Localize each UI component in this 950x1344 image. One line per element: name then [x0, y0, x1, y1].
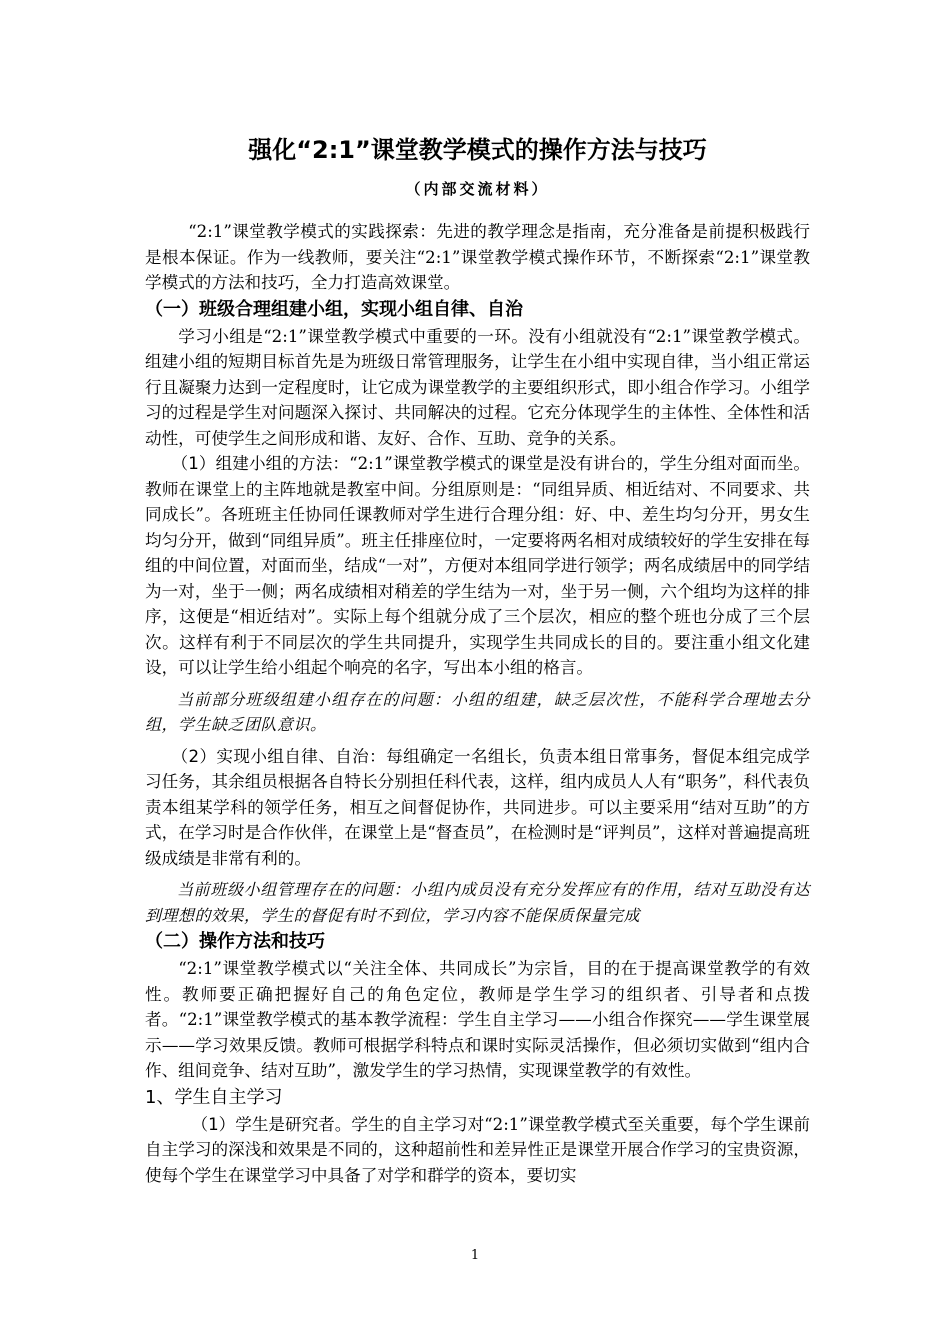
document-subtitle: （内部交流材料） [405, 180, 550, 198]
intro-paragraph: “2:1”课堂教学模式的实践探索：先进的教学理念是指南，充分准备是前提积极践行是根本保证。作为一线教师，要关注“2:1”课堂教学模式操作环节，不断探索“2:1”课堂教学模式的方法和技巧，全力打造高效课堂。 [145, 222, 810, 292]
subsection-1-item-1 [145, 1112, 810, 1189]
section-1-item-1 [145, 451, 810, 681]
item-2-text: 每组确定一名组长，负责本组日常事务，督促本组完成学习任务，其余组员根据各自特长分别担任科代表，这样，组内成员人人有“职务”，科代表负责本组某学科的领学任务，相互之间督促协作，共同进步。可以主要采用“结对互助”的方式，在学习时是合作伙伴，在课堂上是“督查员”，在检测时是“评判员”，这样对普遍提高班级成绩是非常有利的。 [145, 746, 810, 868]
sub-item-text: 学生的自主学习对“2:1”课堂教学模式至关重要，每个学生课前自主学习的深浅和效果是不同的，这种超前性和差异性正是课堂开展合作学习的宝贵资源，使每个学生在课堂学习中具备了对学和群学的资本，要切实 [145, 1114, 810, 1185]
sub-item-lead: （1）学生是研究者。 [191, 1114, 352, 1134]
item-1-lead: （1）组建小组的方法： [171, 454, 350, 473]
item-2-lead: （2）实现小组自律、自治： [171, 746, 387, 766]
item-1-text: “2:1”课堂教学模式的课堂是没有讲台的，学生分组对面而坐。教师在课堂上的主阵地就是教室中间。分组原则是：“同组异质、相近结对、不同要求、共同成长”。各班班主任协同任课教师对学生进行合理分组：好、中、差生均匀分开，男女生均匀分开，做到“同组异质”。班主任排座位时，一定要将两名相对成绩较好的学生安排在每组的中间位置，对面而坐，结成“一对”，方便对本组同学进行领学；两名成绩居中的同学结为一对，坐于一侧；两名成绩相对稍差的学生结为一对，坐于另一侧，六个组均为这样的排序，这便是“相近结对”。实际上每个组就分成了三个层次，相应的整个班也分成了三个层次。这样有利于不同层次的学生共同提升，实现学生共同成长的目的。要注重小组文化建设，可以让学生给小组起个响亮的名字，写出本小组的格言。 [145, 454, 810, 677]
section-1-paragraph: 学习小组是“2:1”课堂教学模式中重要的一环。没有小组就没有“2:1”课堂教学模式。组建小组的短期目标首先是为班级日常管理服务，让学生在小组中实现自律，当小组正常运行且凝聚力达到一定程度时，让它成为课堂教学的主要组织形式，即小组合作学习。小组学习的过程是学生对问题深入探讨、共同解决的过程。它充分体现学生的主体性、全体性和活动性，可使学生之间形成和谐、友好、合作、互助、竞争的关系。 [145, 326, 810, 448]
subsection-1-heading: 1、学生自主学习 [145, 1086, 283, 1108]
section-2-heading: （二）操作方法和技巧 [145, 931, 325, 952]
document-body [145, 128, 810, 1188]
document-title: 强化“2:1”课堂教学模式的操作方法与技巧 [248, 136, 707, 164]
section-1-heading: （一）班级合理组建小组，实现小组自律、自治 [145, 298, 523, 320]
section-1-note-2: 当前班级小组管理存在的问题：小组内成员没有充分发挥应有的作用，结对互助没有达到理想的效果，学生的督促有时不到位，学习内容不能保质保量完成 [145, 880, 810, 925]
page-number: 1 [470, 1248, 480, 1263]
section-1-note-1: 当前部分班级组建小组存在的问题：小组的组建，缺乏层次性，不能科学合理地去分组，学生缺乏团队意识。 [145, 689, 810, 734]
section-2-paragraph: “2:1”课堂教学模式以“关注全体、共同成长”为宗旨，目的在于提高课堂教学的有效性。教师要正确把握好自己的角色定位，教师是学生学习的组织者、引导者和点拨者。“2:1”课堂教学模式的基本教学流程：学生自主学习——小组合作探究——学生课堂展示——学习效果反馈。教师可根据学科特点和课时实际灵活操作，但必须切实做到“组内合作、组间竞争、结对互助”，激发学生的学习热情，实现课堂教学的有效性。 [145, 959, 810, 1080]
section-1-item-2 [145, 744, 810, 872]
